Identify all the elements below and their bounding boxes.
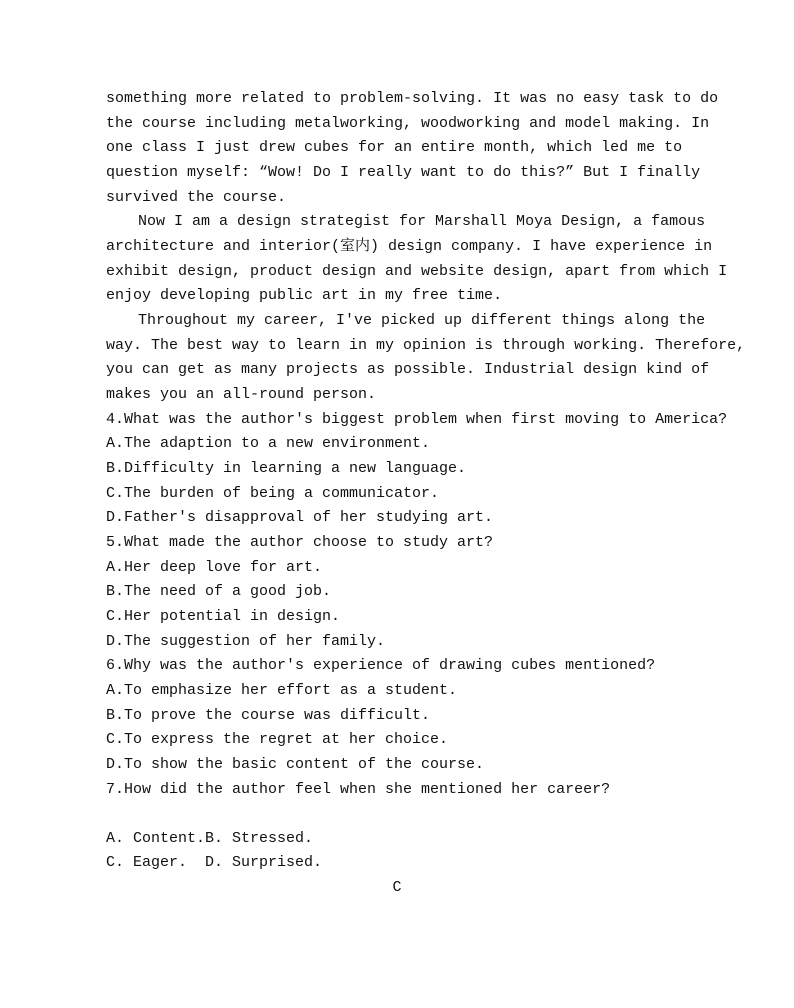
passage-line: architecture and interior(室内) design company. I have experience in <box>106 238 713 255</box>
question-option: C.The burden of being a communicator. <box>106 485 440 502</box>
question-option: B.The need of a good job. <box>106 583 332 600</box>
question-7: 7.How did the author feel when she mentioned her career? <box>106 781 611 798</box>
question-option: C.Her potential in design. <box>106 608 341 625</box>
answer-mark: C <box>392 879 402 896</box>
question-option: B.Difficulty in learning a new language. <box>106 460 467 477</box>
question-6: 6.Why was the author's experience of drawing cubes mentioned? <box>106 657 656 674</box>
question-option: A.The adaption to a new environment. <box>106 435 431 452</box>
passage-line: Now I am a design strategist for Marshall Moya Design, a famous <box>138 213 706 230</box>
passage-line: enjoy developing public art in my free time. <box>106 287 503 304</box>
question-option: A.To emphasize her effort as a student. <box>106 682 458 699</box>
passage-line: survived the course. <box>106 189 287 206</box>
question-5: 5.What made the author choose to study art? <box>106 534 494 551</box>
passage-line: way. The best way to learn in my opinion is through working. Therefore, <box>106 337 746 354</box>
question-option: D.The suggestion of her family. <box>106 633 386 650</box>
passage-line: one class I just drew cubes for an entire month, which led me to <box>106 139 683 156</box>
question-option: C.To express the regret at her choice. <box>106 731 449 748</box>
question-option: D.To show the basic content of the course. <box>106 756 485 773</box>
passage-line: makes you an all-round person. <box>106 386 377 403</box>
passage-line: you can get as many projects as possible. Industrial design kind of <box>106 361 710 378</box>
passage-line: something more related to problem-solving. It was no easy task to do <box>106 90 719 107</box>
question-option: D.Father's disapproval of her studying art. <box>106 509 494 526</box>
question-4: 4.What was the author's biggest problem when first moving to America? <box>106 411 728 428</box>
question-option: A. Content.B. Stressed. <box>106 830 314 847</box>
question-option: C. Eager. D. Surprised. <box>106 854 323 871</box>
passage-line: exhibit design, product design and website design, apart from which I <box>106 263 728 280</box>
question-option: A.Her deep love for art. <box>106 559 323 576</box>
question-option: B.To prove the course was difficult. <box>106 707 431 724</box>
passage-line: Throughout my career, I've picked up different things along the <box>138 312 706 329</box>
passage-line: the course including metalworking, woodworking and model making. In <box>106 115 710 132</box>
passage-line: question myself: “Wow! Do I really want to do this?” But I finally <box>106 164 701 181</box>
